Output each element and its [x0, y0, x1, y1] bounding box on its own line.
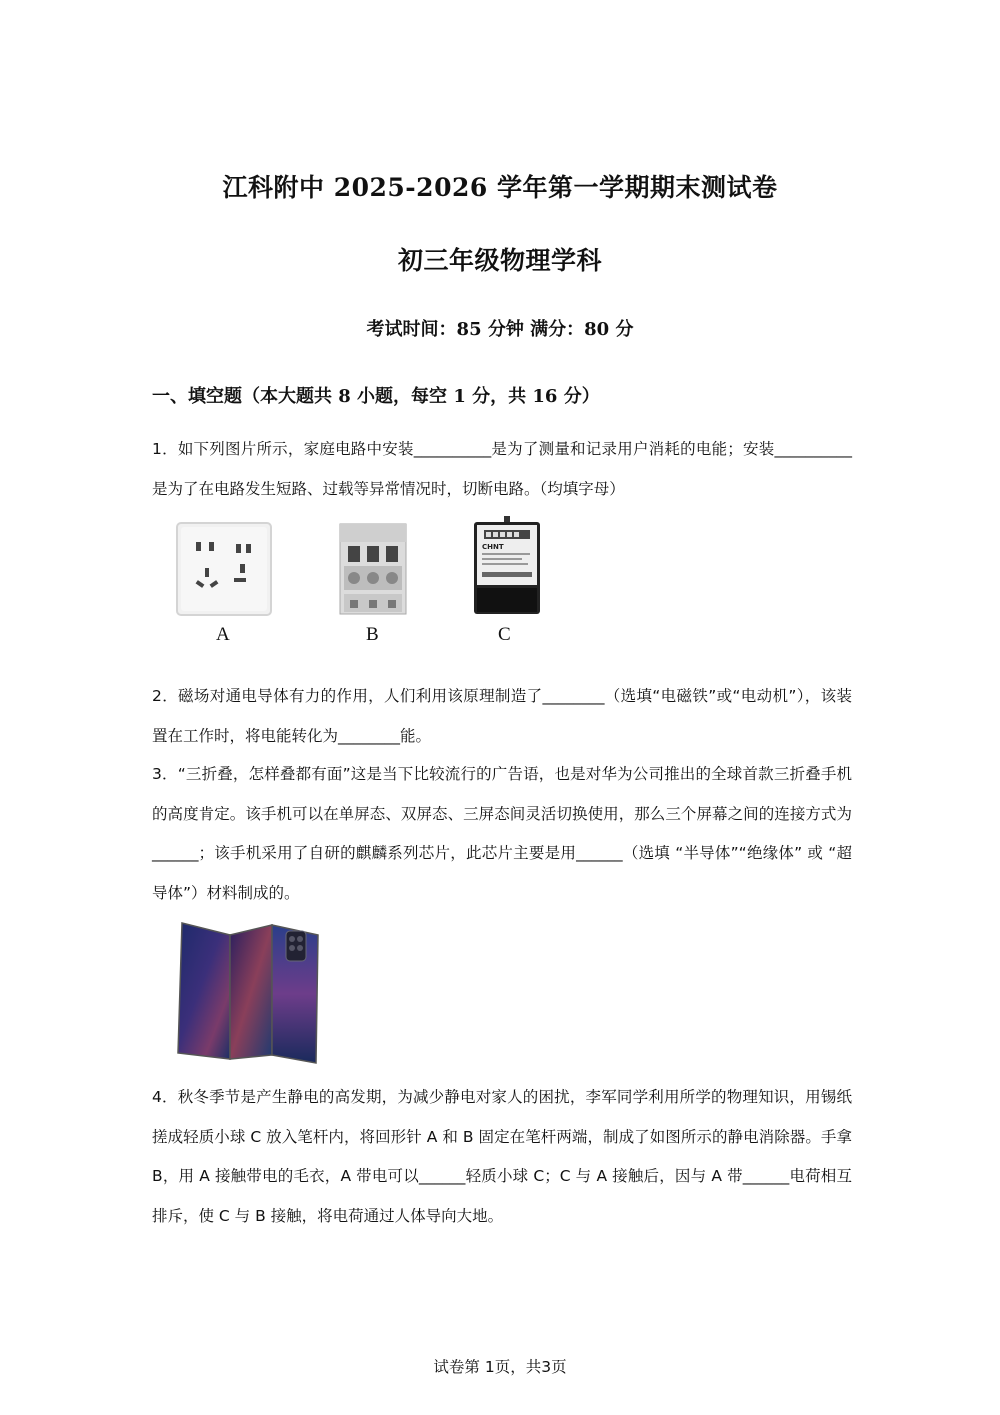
- breaker-image: [338, 522, 408, 616]
- question-1-text: 1．如下列图片所示，家庭电路中安装__________是为了测量和记录用户消耗的电能；安装__________是为了在电路发生短路、过载等异常情况时，切断电路。（均填字母）: [152, 440, 852, 498]
- figure-caption-c: C: [498, 624, 511, 645]
- electricity-meter-image: [472, 516, 542, 616]
- question-3-text: 3．“三折叠，怎样叠都有面”这是当下比较流行的广告语，也是对华为公司推出的全球首款三折叠手机的高度肯定。该手机可以在单屏态、双屏态、三屏态间灵活切换使用，那么三个屏幕之间的连接方式为______；该手机采用了自研的麒麟系列芯片，此芯片主要是用______（选填 “半导体”“绝缘体” 或 “超导体”）材料制成的。: [152, 765, 852, 902]
- socket-image: [176, 522, 272, 616]
- exam-info: 考试时间：85 分钟 满分：80 分: [366, 319, 634, 340]
- page-footer: 试卷第 1页，共3页: [433, 1358, 567, 1376]
- question-4-text: 4．秋冬季节是产生静电的高发期，为减少静电对家人的困扰，李军同学利用所学的物理知识，用锡纸搓成轻质小球 C 放入笔杆内，将回形针 A 和 B 固定在笔杆两端，制成了如图所示的静电消除器。手拿 B，用 A 接触带电的毛衣，A 带电可以______轻质小球 C；C 与 A 接触后，因与 A 带______电荷相互排斥，使 C 与 B 接触，将电荷通过人体导向大地。: [152, 1088, 852, 1225]
- meter-brand-label: CHNT: [482, 543, 504, 551]
- trifold-phone-image: [168, 915, 324, 1067]
- figure-caption-a: A: [216, 624, 230, 645]
- figure-caption-b: B: [366, 624, 379, 645]
- question-2-text: 2．磁场对通电导体有力的作用，人们利用该原理制造了________（选填“电磁铁”或“电动机”），该装置在工作时，将电能转化为________能。: [152, 687, 852, 745]
- section-heading-fill-blank: 一、填空题（本大题共 8 小题，每空 1 分，共 16 分）: [152, 386, 600, 407]
- exam-title: 江科附中 2025-2026 学年第一学期期末测试卷: [222, 173, 778, 202]
- exam-subtitle: 初三年级物理学科: [397, 246, 602, 275]
